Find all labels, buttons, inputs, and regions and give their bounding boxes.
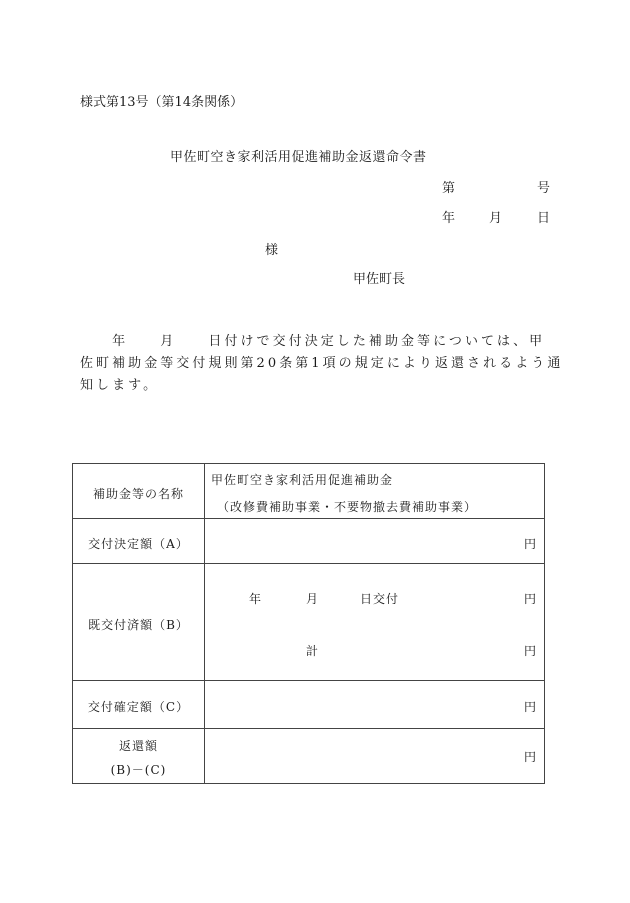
- yen-unit: 円: [523, 700, 536, 714]
- reference-number-go: 号: [537, 181, 551, 196]
- document-title: 甲佐町空き家利活用促進補助金返還命令書: [170, 150, 427, 165]
- date-year-label: 年: [442, 211, 456, 226]
- yen-unit: 円: [523, 592, 536, 606]
- notice-line-2: 佐町補助金等交付規則第20条第1項の規定により返還されるよう通: [80, 356, 564, 371]
- table-row-refund-amount: [73, 729, 545, 784]
- subsidy-name-label: 補助金等の名称: [92, 487, 184, 501]
- subsidy-name-label-cell: [73, 464, 205, 519]
- notice-body: [80, 331, 564, 397]
- yen-unit: 円: [523, 537, 536, 551]
- subsidy-table: [72, 463, 545, 784]
- notice-line-1: 年 月 日付けで交付決定した補助金等については、甲: [80, 334, 546, 349]
- granted-amount-label: 交付決定額（A）: [88, 537, 189, 551]
- table-row-confirmed-amount: [73, 681, 545, 729]
- confirmed-amount-value-cell: [205, 681, 545, 729]
- paid-amount-value-cell: [205, 564, 545, 681]
- paid-total-label: 計: [306, 644, 320, 658]
- date-month-label: 月: [489, 211, 503, 226]
- subsidy-name-value-cell: [205, 464, 545, 519]
- paid-date-day-label: 日交付: [360, 592, 400, 606]
- yen-unit: 円: [523, 750, 536, 764]
- refund-amount-value-cell: [205, 729, 545, 784]
- subsidy-name-value-line2: （改修費補助事業・不要物撤去費補助事業）: [217, 500, 478, 514]
- paid-date-year-label: 年: [249, 592, 263, 606]
- paid-date-month-label: 月: [306, 592, 320, 606]
- issuer-name: 甲佐町長: [353, 272, 406, 287]
- yen-unit: 円: [523, 644, 536, 658]
- notice-line-3: 知します。: [80, 378, 160, 393]
- table-row-paid-amount: [73, 564, 545, 681]
- confirmed-amount-label-cell: [73, 681, 205, 729]
- refund-amount-formula: (B)－(C): [110, 763, 167, 777]
- paid-amount-label-cell: [73, 564, 205, 681]
- form-number: 様式第13号（第14条関係）: [80, 95, 244, 110]
- subsidy-name-value-line1: 甲佐町空き家利活用促進補助金: [211, 473, 394, 487]
- granted-amount-label-cell: [73, 519, 205, 564]
- date-day-label: 日: [537, 211, 551, 226]
- table-row-granted-amount: [73, 519, 545, 564]
- refund-amount-label: 返還額: [118, 739, 158, 753]
- reference-number-dai: 第: [442, 181, 456, 196]
- confirmed-amount-label: 交付確定額（C）: [87, 700, 190, 714]
- paid-amount-label: 既交付済額（B）: [88, 618, 189, 632]
- refund-amount-label-cell: [73, 729, 205, 784]
- table-row-subsidy-name: [73, 464, 545, 519]
- addressee-honorific: 様: [265, 243, 279, 258]
- granted-amount-value-cell: [205, 519, 545, 564]
